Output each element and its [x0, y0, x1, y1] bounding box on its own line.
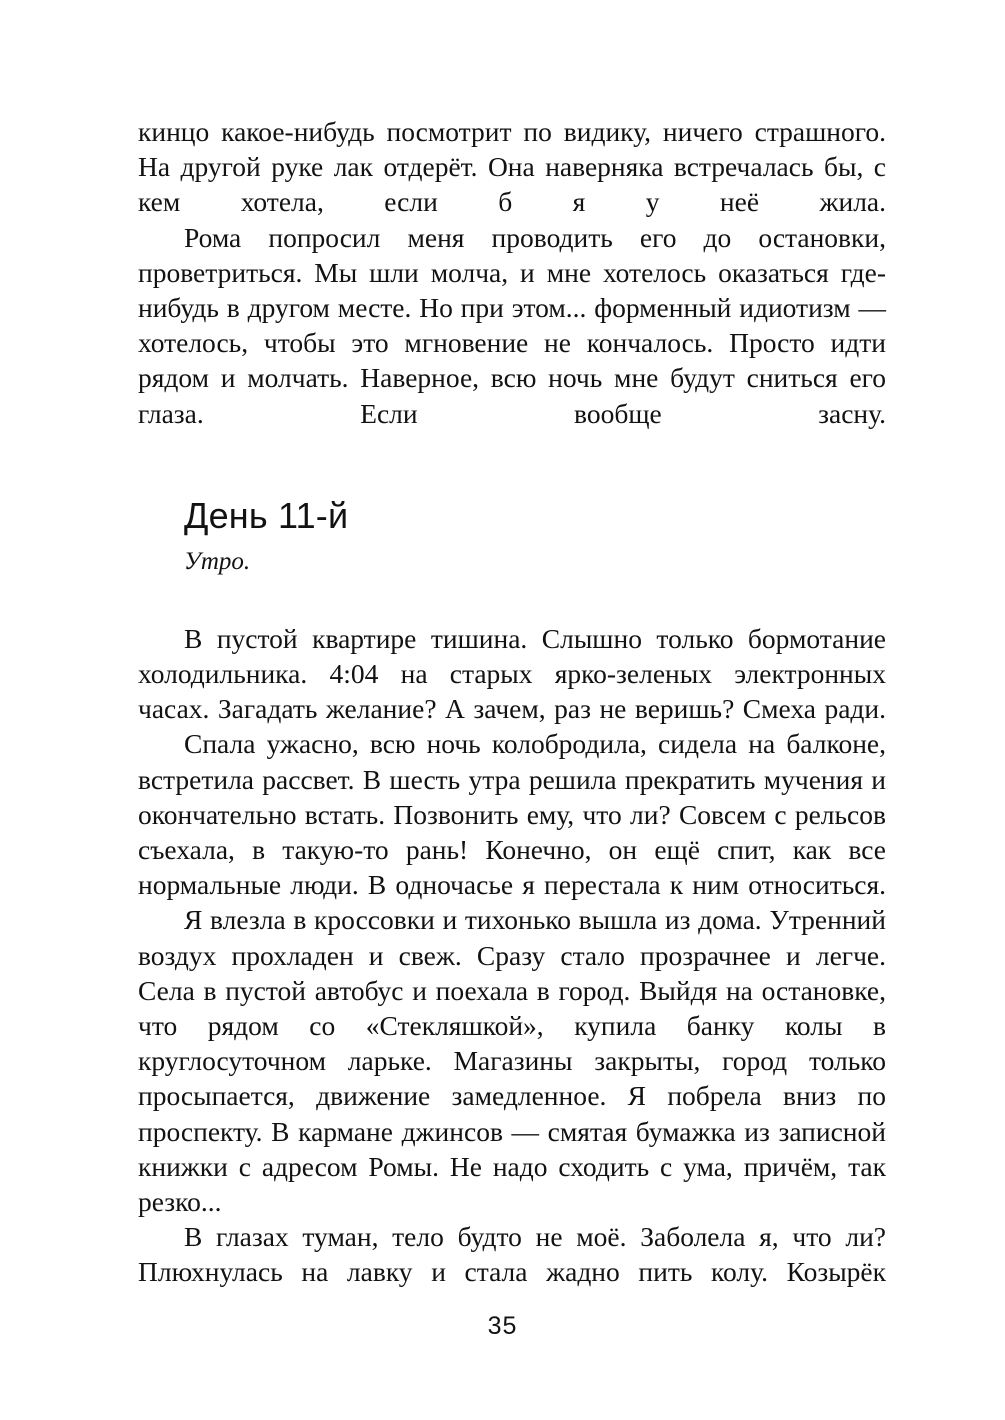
paragraph: В пустой квартире тишина. Слышно только бормотание холодильника. 4:04 на старых ярко-зеленых электронных часах. Загадать желание? А зачем, раз не веришь? Смеха ради. — [138, 622, 886, 725]
spacer — [138, 577, 886, 621]
paragraph: Спала ужасно, всю ночь колобродила, сидела на балконе, встретила рассвет. В шесть утра решила прекратить мучения и окончательно встать. Позвонить ему, что ли? Совсем с рельсов съехала, в такую-то рань! Конечно, он ещё спит, как все нормальные люди. В одночасье я перестала к ним относиться. — [138, 728, 886, 901]
paragraph: Рома попросил меня проводить его до остановки, проветриться. Мы шли молча, и мне хотелось оказаться где-нибудь в другом месте. Но при этом... форменный идиотизм — хотелось, чтобы это мгновение не кончалось. Просто идти рядом и молчать. Наверное, всю ночь мне будут сниться его глаза. Если вообще засну. — [138, 221, 886, 429]
paragraph-cut-off: В глазах туман, тело будто не моё. Заболела я, что ли? Плюхнулась на лавку и стала жадно пить колу. Козырёк — [138, 1221, 886, 1288]
page-number: 35 — [487, 1312, 518, 1340]
paragraph-continued: кинцо какое-нибудь посмотрит по видику, ничего страшного. На другой руке лак отдерёт. Она наверняка встречалась бы, с кем хотела, если б я у неё жила. — [138, 116, 886, 218]
paragraph: Я влезла в кроссовки и тихонько вышла из дома. Утренний воздух прохладен и свеж. Сразу стало прозрачнее и легче. Села в пустой автобус и поехала в город. Выйдя на остановке, что рядом со «Стекляшкой», купила банку колы в круглосуточном ларьке. Магазины закрыты, город только просыпается, движение замедленное. Я побрела вниз по проспекту. В кармане джинсов — смятая бумажка из записной книжки с адресом Ромы. Не надо сходить с ума, причём, так резко... — [138, 904, 886, 1218]
chapter-title: День 11-й — [184, 494, 349, 536]
chapter-heading-block — [138, 495, 886, 577]
text-column — [138, 114, 886, 1290]
chapter-subtitle: Утро. — [184, 547, 251, 575]
